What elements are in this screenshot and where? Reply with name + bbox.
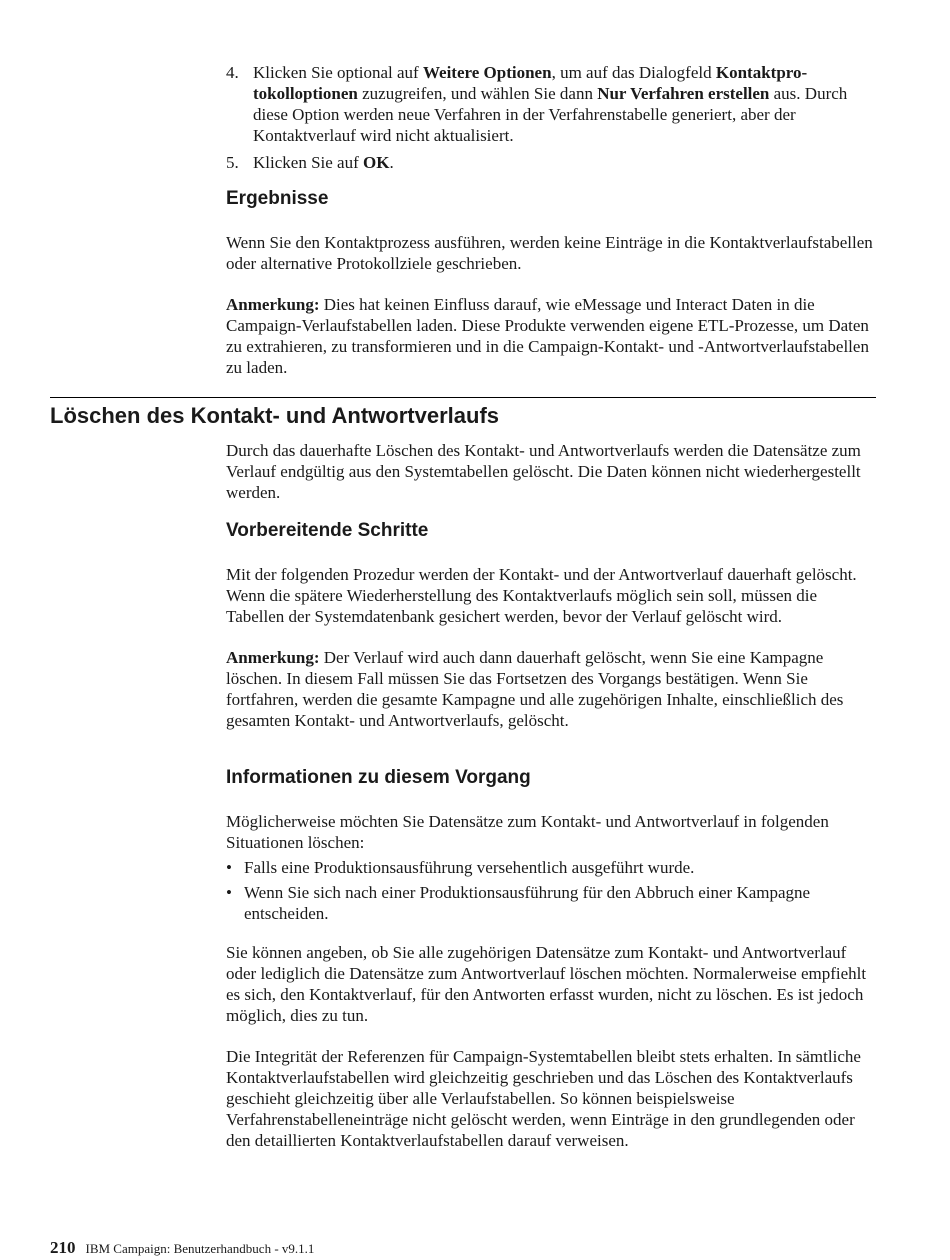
list-item-text: Wenn Sie sich nach einer Produktionsausführung für den Abbruch einer Kampagne entscheiden. (244, 883, 811, 923)
footer-text: IBM Campaign: Benutzerhandbuch - v9.1.1 (85, 1241, 315, 1256)
note-label: Anmerkung: (226, 648, 320, 667)
section-intro-block (226, 440, 876, 503)
bullet-icon: • (226, 883, 232, 902)
heading-ergebnisse: Ergebnisse (226, 188, 329, 209)
informationen-paragraph-2: Sie können angeben, ob Sie alle zugehörigen Datensätze zum Kontakt- und Antwortverlauf oder lediglich die Datensätze zum Antwortverlauf löschen möchten. Normalerweise empfiehlt es sich, den Kontaktverlauf, für den Antworten erfasst wurden, nicht zu löschen. Es ist jedoch möglich, dies zu tun. (226, 943, 867, 1025)
ui-label-nur-verfahren-erstellen: Nur Verfahren erstellen (597, 84, 770, 103)
ui-label-ok: OK (363, 153, 390, 172)
list-item (226, 857, 876, 878)
step-5 (226, 152, 876, 173)
heading-informationen: Informationen zu diesem Vorgang (226, 767, 531, 788)
ergebnisse-paragraph: Wenn Sie den Kontaktprozess ausführen, werden keine Einträge in die Kontaktverlaufstabellen oder alternative Protokollziele geschrieben. (226, 233, 873, 273)
informationen-paragraph-3: Die Integrität der Referenzen für Campaign-Systemtabellen bleibt stets erhalten. In sämtliche Kontaktverlaufstabellen wird gleichzeitig geschrieben und das Löschen des Kontaktverlaufs geschieht gleichzeitig über alle Verlaufstabellen. So können beispielsweise Verfahrenstabelleneinträge nicht gelöscht werden, wenn Einträge in den grundlegenden oder den detaillierten Kontaktverlaufstabellen darauf verweisen. (226, 1047, 861, 1150)
note-text: Der Verlauf wird auch dann dauerhaft gelöscht, wenn Sie eine Kampagne löschen. In diesem Fall müssen Sie das Fortsetzen des Vorgangs bestätigen. Wenn Sie fortfahren, werden die gesamte Kampagne und alle zugehörigen Inhalte, einschließlich des gesamten Kontakt- und Antwortverlaufs, gelöscht. (226, 648, 844, 730)
ui-label-weitere-optionen: Weitere Optionen (422, 63, 552, 82)
bullet-icon: • (226, 858, 232, 877)
step-4 (226, 62, 876, 146)
ergebnisse-note (226, 294, 876, 378)
ergebnisse-body (226, 232, 876, 378)
page-number: 210 (50, 1238, 76, 1257)
page-footer (50, 1238, 314, 1258)
step-text-part: Klicken Sie auf (253, 153, 363, 172)
heading-vorbereitende-schritte: Vorbereitende Schritte (226, 520, 429, 541)
situation-list (226, 857, 876, 924)
step-text-part: Klicken Sie optional auf (253, 63, 423, 82)
step-text (253, 63, 847, 145)
informationen-body (226, 811, 876, 1151)
list-item (226, 882, 876, 924)
list-item-text: Falls eine Produktionsausführung versehentlich ausgeführt wurde. (244, 858, 695, 877)
step-text-part: aus. Durch diese Option werden neue Verfahren in der Verfahrenstabelle generiert, aber der Kontaktverlauf wird nicht aktualisiert. (253, 84, 848, 145)
vorbereitende-paragraph: Mit der folgenden Prozedur werden der Kontakt- und der Antwortverlauf dauerhaft gelöscht. Wenn die spätere Wiederherstellung des Kontaktverlaufs möglich sein soll, müssen die Tabellen der Systemdatenbank gesichert werden, bevor der Verlauf gelöscht wird. (226, 565, 857, 626)
informationen-intro: Möglicherweise möchten Sie Datensätze zum Kontakt- und Antwortverlauf in folgenden Situationen löschen: (226, 812, 829, 852)
vorbereitende-body (226, 564, 876, 731)
vorbereitende-note (226, 647, 876, 731)
note-text: Dies hat keinen Einfluss darauf, wie eMessage und Interact Daten in die Campaign-Verlaufstabellen laden. Diese Produkte verwenden eigene ETL-Prozesse, um Daten zu extrahieren, zu transformieren und in die Campaign-Kontakt- und -Antwortverlaufstabellen zu laden. (226, 295, 869, 377)
step-text-part: zuzugreifen, und wählen Sie dann (357, 84, 598, 103)
section-divider (50, 397, 876, 398)
step-text (253, 153, 394, 172)
step-text-part: . (389, 153, 394, 172)
step-number: 5. (226, 153, 239, 172)
numbered-steps (226, 62, 876, 179)
note-label: Anmerkung: (226, 295, 320, 314)
section-intro: Durch das dauerhafte Löschen des Kontakt- und Antwortverlaufs werden die Datensätze zum Verlauf endgültig aus den Systemtabellen gelöscht. Die Daten können nicht wiederhergestellt werden. (226, 441, 861, 502)
step-text-part: , um auf das Dialogfeld (551, 63, 716, 82)
step-number: 4. (226, 63, 239, 82)
section-title: Löschen des Kontakt- und Antwortverlaufs (50, 403, 500, 428)
ui-label-kontaktprotokolloptionen: Kontaktprotokolloptionen (253, 63, 808, 103)
